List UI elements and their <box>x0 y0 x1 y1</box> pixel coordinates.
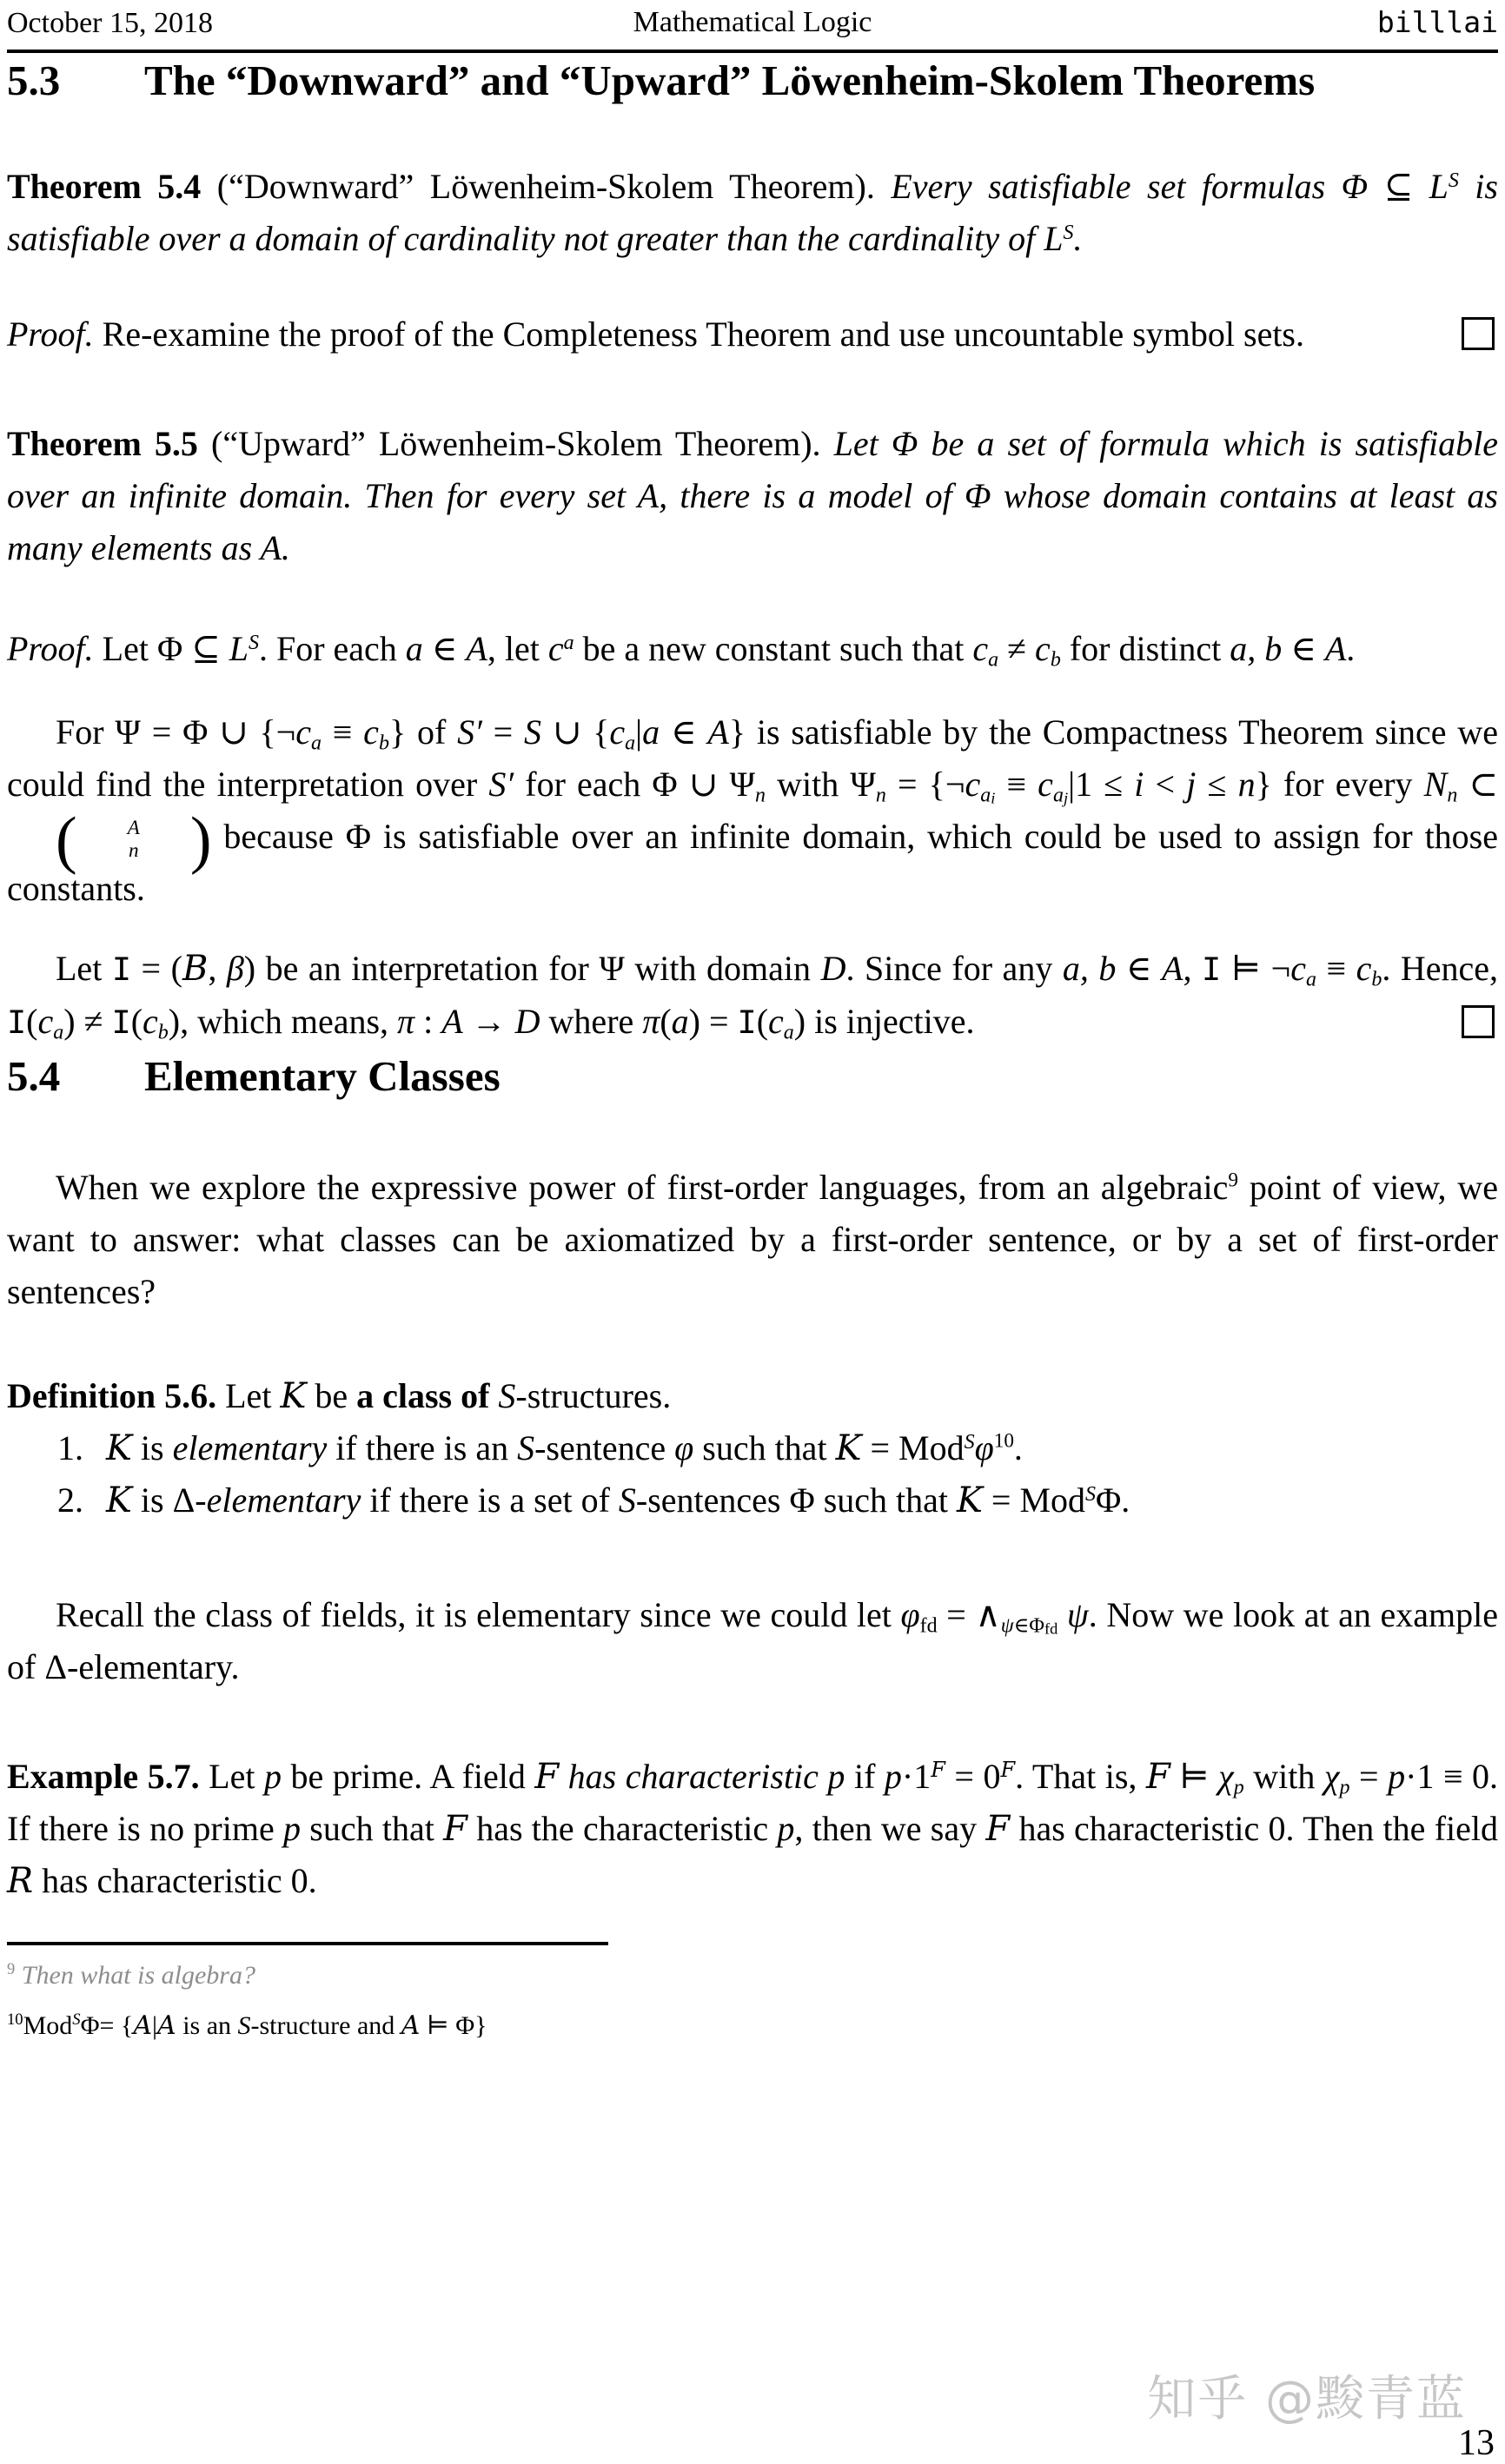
list-item-body: K is elementary if there is an S-sentence φ such that K = Mod$^S$φ$^{10}$. <box>106 1428 1023 1468</box>
header-course-title: Mathematical Logic <box>633 6 872 38</box>
qed-box <box>1462 1005 1495 1038</box>
proof-5-5-injective: Let I = (B, β) be an interpretation for Ψ with domain D. Since for any a, b ∈ A, I ⊨ $\neg c_a \equiv c_b$. Hence, $I(c_a) \ne I(c_b)$, which means, π : A → D where $\pi(a) = I(c_a)$ is injective. <box>7 949 1499 1044</box>
footnote-10: $^{10}$Mod$^S$Φ= {A|A is an S-structure and A ⊨ Φ} <box>7 2010 487 2041</box>
definition-5-6: Definition 5.6. Let K be a class of S-structures. <box>7 1376 672 1416</box>
paragraph-recall-fields: Recall the class of fields, it is elementary since we could let $\varphi_{fd}$ = $\wedge_{\psi\in\Phi fd}$ ψ. Now we look at an example of Δ-elementary. <box>7 1595 1499 1686</box>
qed-box <box>1462 317 1495 350</box>
page-header <box>7 0 1498 43</box>
header-date: October 15, 2018 <box>7 7 214 39</box>
footnote-rule <box>7 1942 608 1945</box>
theorem-5-4: Theorem 5.4 (“Downward” Löwenheim-Skolem Theorem). Every satisfiable set formulas Φ ⊆ $L^S$ is satisfiable over a domain of cardinality not greater than the cardinality of $L^S$. <box>7 167 1498 258</box>
footnote-9: $^9$ Then what is algebra? <box>7 1959 255 1990</box>
example-5-7: Example 5.7. Let p be prime. A field F has characteristic p if $p\cdot 1^F = 0^F$. That is, F ⊨ $\chi_p$ with $\chi_p = p\cdot 1 \equiv 0$. If there is no prime p such that F has the characteristic p, then we say F has characteristic 0. Then the field R has characteristic 0. <box>7 1757 1499 1901</box>
header-author: billlai <box>1376 5 1498 39</box>
list-item-body: K is Δ-elementary if there is a set of S-sentences Φ such that K = Mod$^S$Φ. <box>106 1480 1130 1520</box>
list-item-number: 2. <box>57 1480 83 1520</box>
page-number: 13 <box>1458 2423 1495 2463</box>
theorem-5-5: Theorem 5.5 (“Upward” Löwenheim-Skolem Theorem). Let Φ be a set of formula which is satisfiable over an infinite domain. Then for every set A, there is a model of Φ whose domain contains at least as many elements as A. <box>7 424 1498 567</box>
proof-5-4: Proof. Re-examine the proof of the Completeness Theorem and use uncountable symbol sets. <box>7 308 1498 361</box>
section-number: 5.4 <box>7 1052 61 1100</box>
list-item-delta-elementary <box>7 1474 1498 1527</box>
section-number: 5.3 <box>7 56 61 104</box>
section-5-4-heading <box>7 1049 1498 1104</box>
zhihu-watermark: 知乎 @黢青蓝 <box>1147 2371 1467 2428</box>
proof-5-5-intro: Proof. Let Φ ⊆ $L^S$. For each a ∈ A, let $c^a$ be a new constant such that $c_a \ne c_b$ for distinct a, b ∈ A. <box>7 629 1356 672</box>
section-title: Elementary Classes <box>144 1052 501 1100</box>
paragraph-expressive-power: When we explore the expressive power of first-order languages, from an algebraic$^9$ point of view, we want to answer: what classes can be axiomatized by a first-order sentence, or by a set of first-order sentences? <box>7 1168 1498 1311</box>
section-title: The “Downward” and “Upward” Löwenheim-Skolem Theorems <box>144 56 1316 104</box>
list-item-elementary <box>7 1422 1498 1474</box>
section-5-3-heading <box>7 53 1498 109</box>
list-item-number: 1. <box>57 1428 83 1467</box>
proof-5-5-compactness: For Ψ = Φ ∪ $\{\neg c_a \equiv c_b\}$ of S′ = S ∪ {$c_a|a$ ∈ A} is satisfiable by the Compactness Theorem since we could find the interpretation over S′ for each Φ ∪ $\Psi_n$ with $\Psi_n$ = $\{\neg c_{ai} \equiv c_{aj}|1 \le i < j \le n\}$ for every $N_n$ ⊂ ( A n ) because Φ is satisfiable over an infinite domain, which could be used to assign for those constants. <box>7 712 1499 908</box>
binomial-coefficient: ( A n ) <box>56 804 212 876</box>
